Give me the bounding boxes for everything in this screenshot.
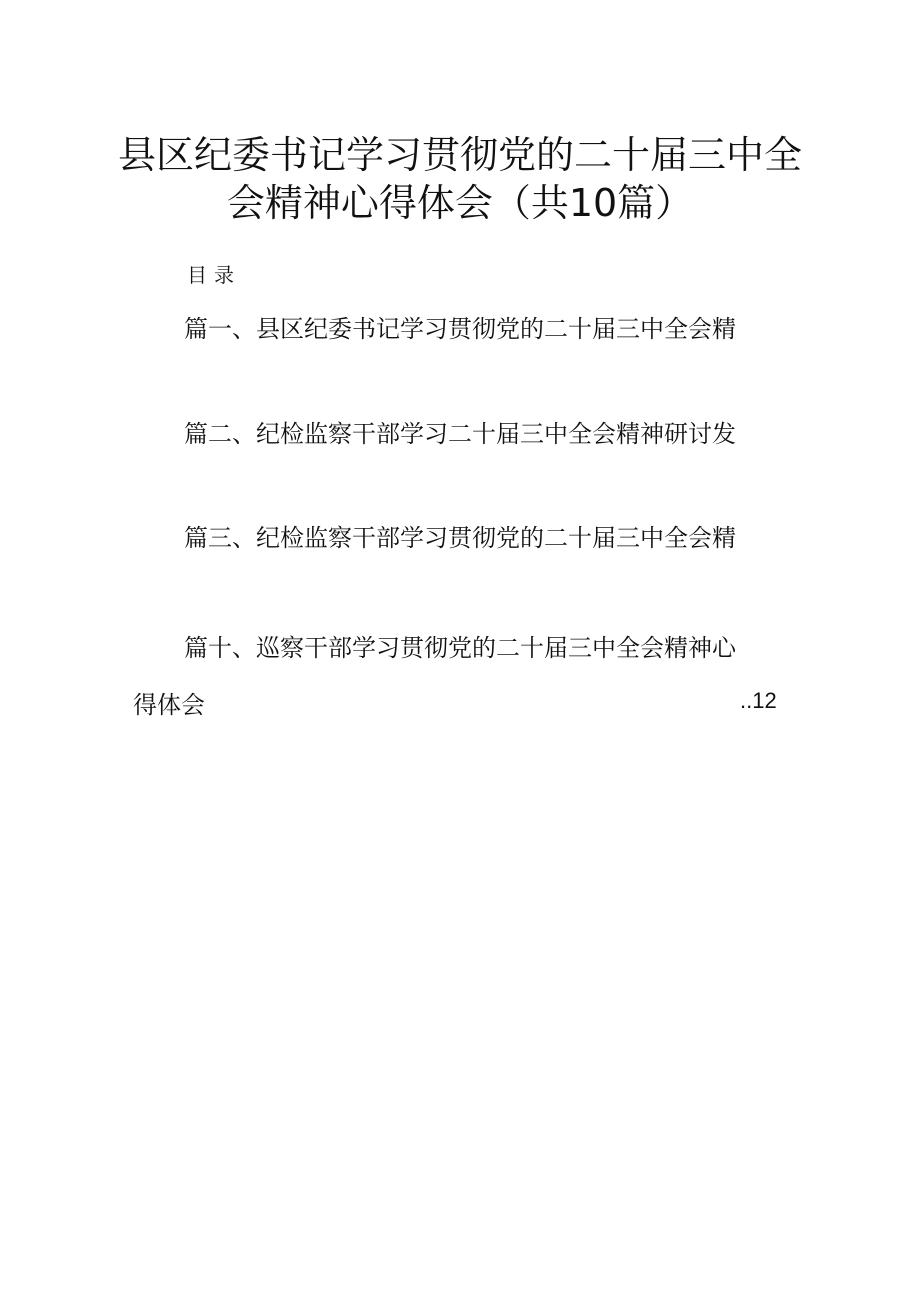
toc-item[interactable]: 篇三、纪检监察干部学习贯彻党的二十届三中全会精 xyxy=(184,524,736,552)
toc-item-continuation[interactable]: 得体会 xyxy=(133,691,205,719)
toc-heading: 目录 xyxy=(187,263,241,287)
toc-page-number: ..12 xyxy=(740,688,777,713)
document-title-line-1: 县区纪委书记学习贯彻党的二十届三中全 xyxy=(117,133,802,177)
toc-item[interactable]: 篇二、纪检监察干部学习二十届三中全会精神研讨发 xyxy=(184,420,736,448)
toc-item[interactable]: 篇一、县区纪委书记学习贯彻党的二十届三中全会精 xyxy=(184,315,736,343)
document-title-line-2: 会精神心得体会（共10篇） xyxy=(226,181,694,225)
toc-item[interactable]: 篇十、巡察干部学习贯彻党的二十届三中全会精神心 xyxy=(184,634,736,662)
